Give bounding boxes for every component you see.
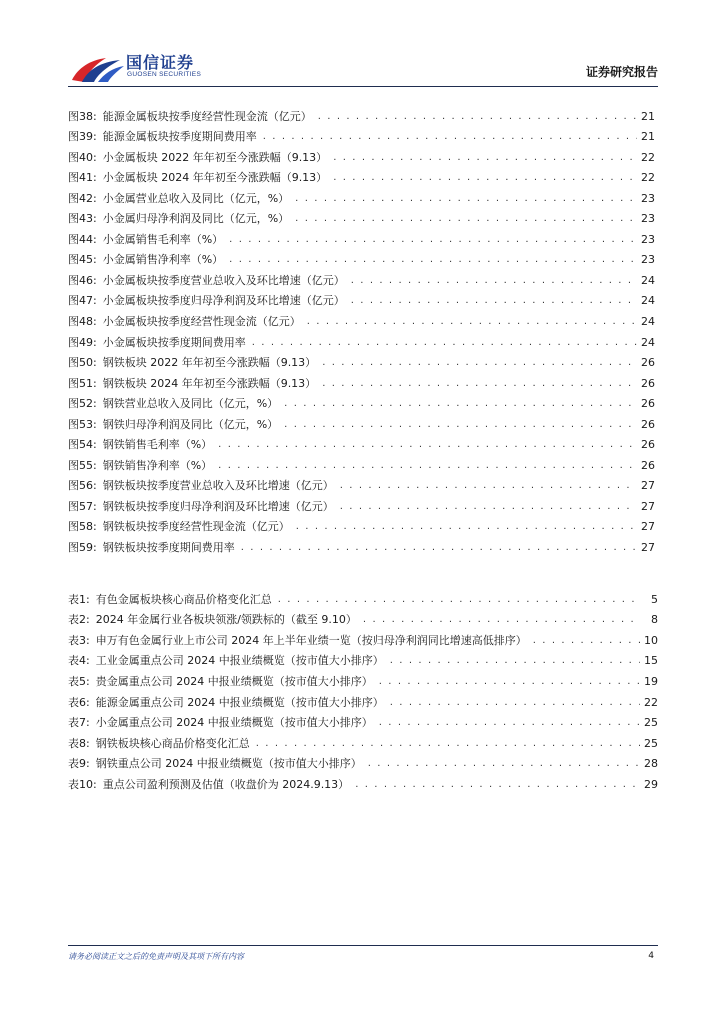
logo-english-name: GUOSEN SECURITIES xyxy=(127,71,202,78)
dot-leader xyxy=(340,479,637,493)
figure-index-label: 图46: xyxy=(68,273,97,287)
figure-index-label: 图42: xyxy=(68,191,97,205)
table-index-title: 2024 年金属行业各板块领涨/领跌标的（截至 9.10） xyxy=(95,613,357,627)
figure-index-title: 钢铁板块 2022 年年初至今涨跌幅（9.13） xyxy=(102,356,317,370)
table-index-entry[interactable] xyxy=(68,751,658,772)
table-index-entry[interactable] xyxy=(68,710,658,731)
figure-index-page-number: 27 xyxy=(641,541,655,555)
table-index-entry[interactable] xyxy=(68,607,658,628)
dot-leader xyxy=(322,377,637,391)
figure-index-title: 能源金属板块按季度经营性现金流（亿元） xyxy=(102,109,312,123)
figure-index-label: 图47: xyxy=(68,294,97,308)
dot-leader xyxy=(229,233,637,247)
figure-index-label: 图56: xyxy=(68,479,97,493)
figure-index-page-number: 24 xyxy=(641,335,655,349)
logo-chinese-name: 国信证券 xyxy=(126,53,195,72)
figure-index-page-number: 27 xyxy=(641,499,655,513)
figure-index-page-number: 24 xyxy=(641,273,655,287)
table-index-page-number: 10 xyxy=(644,633,658,647)
dot-leader xyxy=(340,500,637,514)
dot-leader xyxy=(229,253,637,267)
figure-index-label: 图59: xyxy=(68,541,97,555)
dot-leader xyxy=(390,696,640,710)
figure-index-page-number: 24 xyxy=(641,315,655,329)
figure-index-title: 钢铁销售净利率（%） xyxy=(102,458,213,472)
page-header xyxy=(68,48,658,88)
dot-leader xyxy=(379,716,640,730)
figure-index-label: 图58: xyxy=(68,520,97,534)
table-index-label: 表9: xyxy=(68,757,90,771)
figure-index-entry[interactable] xyxy=(68,534,655,555)
figure-index-entry[interactable] xyxy=(68,350,655,371)
dot-leader xyxy=(218,459,637,473)
dot-leader xyxy=(333,171,637,185)
table-index-title: 能源金属重点公司 2024 中报业绩概览（按市值大小排序） xyxy=(95,695,384,709)
page-number: 4 xyxy=(648,951,654,961)
figure-index-page-number: 23 xyxy=(641,232,655,246)
figure-index-title: 小金属板块 2024 年年初至今涨跌幅（9.13） xyxy=(102,171,328,185)
table-index-title: 小金属重点公司 2024 中报业绩概览（按市值大小排序） xyxy=(95,716,373,730)
figure-index-label: 图44: xyxy=(68,232,97,246)
figure-index-list xyxy=(68,103,655,555)
figure-index-title: 钢铁板块 2024 年年初至今涨跌幅（9.13） xyxy=(102,376,317,390)
table-index-page-number: 5 xyxy=(651,592,658,606)
figure-index-label: 图55: xyxy=(68,458,97,472)
dot-leader xyxy=(295,212,637,226)
table-index-page-number: 28 xyxy=(644,757,658,771)
figure-index-title: 小金属销售毛利率（%） xyxy=(102,232,224,246)
figure-index-entry[interactable] xyxy=(68,452,655,473)
dot-leader xyxy=(284,397,637,411)
dot-leader xyxy=(296,520,637,534)
table-index-entry[interactable] xyxy=(68,648,658,669)
figure-index-label: 图38: xyxy=(68,109,97,123)
figure-index-page-number: 23 xyxy=(641,253,655,267)
table-index-page-number: 8 xyxy=(651,613,658,627)
table-index-title: 工业金属重点公司 2024 中报业绩概览（按市值大小排序） xyxy=(95,654,384,668)
table-index-list xyxy=(68,586,658,792)
table-index-entry[interactable] xyxy=(68,689,658,710)
figure-index-title: 小金属板块按季度归母净利润及环比增速（亿元） xyxy=(102,294,345,308)
dot-leader xyxy=(379,675,640,689)
figure-index-entry[interactable] xyxy=(68,165,655,186)
figure-index-page-number: 26 xyxy=(641,438,655,452)
table-index-label: 表8: xyxy=(68,736,90,750)
figure-index-page-number: 26 xyxy=(641,397,655,411)
dot-leader xyxy=(363,613,640,627)
dot-leader xyxy=(252,336,637,350)
table-index-entry[interactable] xyxy=(68,730,658,751)
header-divider xyxy=(68,86,658,87)
figure-index-label: 图51: xyxy=(68,376,97,390)
table-index-title: 有色金属板块核心商品价格变化汇总 xyxy=(95,592,272,606)
table-index-entry[interactable] xyxy=(68,627,658,648)
table-index-title: 钢铁重点公司 2024 中报业绩概览（按市值大小排序） xyxy=(95,757,362,771)
dot-leader xyxy=(307,315,637,329)
figure-index-page-number: 26 xyxy=(641,376,655,390)
figure-index-label: 图45: xyxy=(68,253,97,267)
figure-index-title: 钢铁营业总收入及同比（亿元，%） xyxy=(102,397,279,411)
table-index-title: 贵金属重点公司 2024 中报业绩概览（按市值大小排序） xyxy=(95,674,373,688)
figure-index-title: 小金属板块 2022 年年初至今涨跌幅（9.13） xyxy=(102,150,328,164)
dot-leader xyxy=(368,757,640,771)
figure-index-entry[interactable] xyxy=(68,103,655,124)
table-index-page-number: 15 xyxy=(644,654,658,668)
table-index-label: 表3: xyxy=(68,633,90,647)
figure-index-title: 小金属归母净利润及同比（亿元，%） xyxy=(102,212,290,226)
figure-index-title: 钢铁板块按季度经营性现金流（亿元） xyxy=(102,520,290,534)
table-index-label: 表5: xyxy=(68,674,90,688)
figure-index-entry[interactable] xyxy=(68,144,655,165)
figure-index-title: 钢铁销售毛利率（%） xyxy=(102,438,213,452)
figure-index-label: 图43: xyxy=(68,212,97,226)
table-index-page-number: 22 xyxy=(644,695,658,709)
figure-index-entry[interactable] xyxy=(68,226,655,247)
dot-leader xyxy=(218,438,637,452)
figure-index-label: 图57: xyxy=(68,499,97,513)
figure-index-label: 图48: xyxy=(68,315,97,329)
dot-leader xyxy=(256,737,640,751)
guosen-logo-icon xyxy=(68,50,126,84)
figure-index-title: 小金属销售净利率（%） xyxy=(102,253,224,267)
figure-index-label: 图41: xyxy=(68,171,97,185)
figure-index-title: 小金属板块按季度经营性现金流（亿元） xyxy=(102,315,301,329)
figure-index-entry[interactable] xyxy=(68,308,655,329)
figure-index-entry[interactable] xyxy=(68,267,655,288)
figure-index-entry[interactable] xyxy=(68,473,655,494)
figure-index-label: 图40: xyxy=(68,150,97,164)
figure-index-page-number: 23 xyxy=(641,191,655,205)
dot-leader xyxy=(533,634,640,648)
table-index-entry[interactable] xyxy=(68,771,658,792)
figure-index-label: 图53: xyxy=(68,417,97,431)
dot-leader xyxy=(333,151,637,165)
dot-leader xyxy=(284,418,637,432)
figure-index-page-number: 22 xyxy=(641,150,655,164)
figure-index-label: 图39: xyxy=(68,130,97,144)
figure-index-entry[interactable] xyxy=(68,288,655,309)
figure-index-page-number: 26 xyxy=(641,356,655,370)
table-index-label: 表10: xyxy=(68,777,97,791)
figure-index-page-number: 27 xyxy=(641,520,655,534)
figure-index-label: 图52: xyxy=(68,397,97,411)
figure-index-page-number: 24 xyxy=(641,294,655,308)
figure-index-page-number: 23 xyxy=(641,212,655,226)
table-index-page-number: 25 xyxy=(644,716,658,730)
table-index-title: 重点公司盈利预测及估值（收盘价为 2024.9.13） xyxy=(102,777,350,791)
dot-leader xyxy=(278,593,640,607)
figure-index-page-number: 22 xyxy=(641,171,655,185)
dot-leader xyxy=(295,192,637,206)
dot-leader xyxy=(322,356,637,370)
table-index-entry[interactable] xyxy=(68,586,658,607)
table-index-label: 表1: xyxy=(68,592,90,606)
figure-index-entry[interactable] xyxy=(68,493,655,514)
figure-index-title: 小金属板块按季度营业总收入及环比增速（亿元） xyxy=(102,273,345,287)
figure-index-label: 图54: xyxy=(68,438,97,452)
table-index-entry[interactable] xyxy=(68,668,658,689)
dot-leader xyxy=(241,541,637,555)
figure-index-entry[interactable] xyxy=(68,206,655,227)
figure-index-entry[interactable] xyxy=(68,185,655,206)
figure-index-title: 钢铁归母净利润及同比（亿元，%） xyxy=(102,417,279,431)
table-index-label: 表4: xyxy=(68,654,90,668)
table-index-label: 表7: xyxy=(68,716,90,730)
table-index-page-number: 25 xyxy=(644,736,658,750)
figure-index-entry[interactable] xyxy=(68,370,655,391)
table-index-label: 表2: xyxy=(68,613,90,627)
figure-index-title: 小金属营业总收入及同比（亿元，%） xyxy=(102,191,290,205)
dot-leader xyxy=(351,294,637,308)
figure-index-title: 钢铁板块按季度期间费用率 xyxy=(102,541,235,555)
dot-leader xyxy=(351,274,637,288)
table-index-page-number: 29 xyxy=(644,777,658,791)
figure-index-label: 图50: xyxy=(68,356,97,370)
dot-leader xyxy=(390,654,640,668)
figure-index-label: 图49: xyxy=(68,335,97,349)
guosen-logo xyxy=(68,50,268,84)
figure-index-page-number: 21 xyxy=(641,130,655,144)
figure-index-entry[interactable] xyxy=(68,329,655,350)
figure-index-title: 小金属板块按季度期间费用率 xyxy=(102,335,246,349)
table-index-label: 表6: xyxy=(68,695,90,709)
figure-index-entry[interactable] xyxy=(68,247,655,268)
figure-index-entry[interactable] xyxy=(68,411,655,432)
figure-index-page-number: 27 xyxy=(641,479,655,493)
dot-leader xyxy=(318,110,637,124)
table-index-title: 申万有色金属行业上市公司 2024 年上半年业绩一览（按归母净利润同比增速高低排序） xyxy=(95,633,527,647)
table-index-title: 钢铁板块核心商品价格变化汇总 xyxy=(95,736,250,750)
figure-index-entry[interactable] xyxy=(68,432,655,453)
figure-index-title: 能源金属板块按季度期间费用率 xyxy=(102,130,257,144)
footer-divider xyxy=(68,945,658,946)
figure-index-page-number: 26 xyxy=(641,417,655,431)
figure-index-page-number: 26 xyxy=(641,458,655,472)
dot-leader xyxy=(355,778,640,792)
figure-index-entry[interactable] xyxy=(68,391,655,412)
dot-leader xyxy=(263,130,637,144)
figure-index-entry[interactable] xyxy=(68,124,655,145)
table-index-page-number: 19 xyxy=(644,674,658,688)
report-type-label: 证券研究报告 xyxy=(585,65,658,79)
figure-index-entry[interactable] xyxy=(68,514,655,535)
figure-index-title: 钢铁板块按季度营业总收入及环比增速（亿元） xyxy=(102,479,334,493)
figure-index-page-number: 21 xyxy=(641,109,655,123)
footer-disclaimer: 请务必阅读正文之后的免责声明及其项下所有内容 xyxy=(68,952,244,961)
figure-index-title: 钢铁板块按季度归母净利润及环比增速（亿元） xyxy=(102,499,334,513)
